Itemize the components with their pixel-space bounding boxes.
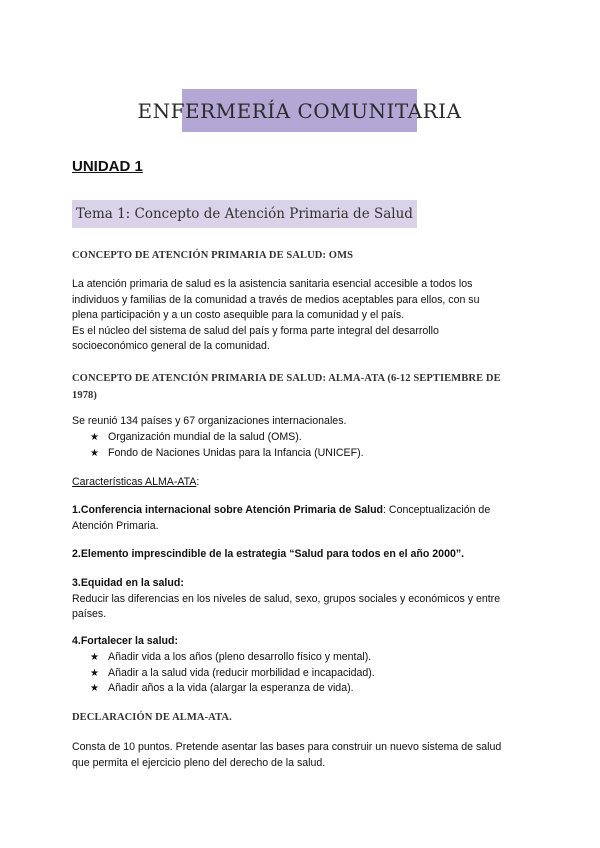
star-bullet-icon: ★ [90, 652, 99, 663]
unit-heading: UNIDAD 1 [72, 158, 143, 175]
text-line: socioeconómico general de la comunidad. [72, 340, 270, 352]
feature-item-4-title: 4.Fortalecer la salud: [72, 635, 178, 647]
star-bullet-icon: ★ [90, 447, 99, 459]
star-bullet-icon: ★ [90, 683, 99, 694]
star-bullet-icon: ★ [90, 667, 99, 679]
list-item: ★ Organización mundial de la salud (OMS). [90, 430, 364, 446]
list-item: ★ Añadir a la salud vida (reducir morbilidad e incapacidad). [90, 666, 375, 682]
organizations-list [90, 430, 364, 461]
section-heading-declaration: DECLARACIÓN DE ALMA-ATA. [72, 712, 232, 723]
section-heading-alma-ata [72, 370, 542, 404]
declaration-paragraph: Consta de 10 puntos. Pretende asentar las bases para construir un nuevo sistema de salud que permita el ejercicio pleno del derecho de la salud. [72, 741, 502, 769]
oms-paragraph [72, 277, 532, 355]
list-item: ★ Añadir años a la vida (alargar la esperanza de vida). [90, 681, 375, 697]
document-title: ENFERMERÍA COMUNITARIA [182, 89, 417, 132]
topic-heading: Tema 1: Concepto de Atención Primaria de Salud [72, 200, 417, 228]
star-bullet-icon: ★ [90, 432, 99, 443]
features-label: Características ALMA-ATA: [72, 476, 200, 488]
text-line: plena participación y a un costo asequible para la comunidad y el país. [72, 309, 405, 321]
strengthen-health-list [90, 650, 375, 697]
alma-intro: Se reunió 134 países y 67 organizaciones internacionales. [72, 415, 347, 427]
list-item: ★ Fondo de Naciones Unidas para la Infancia (UNICEF). [90, 446, 364, 462]
heading-line: 1978) [72, 390, 97, 401]
text-line: La atención primaria de salud es la asistencia sanitaria esencial accesible a todos los [72, 278, 473, 290]
list-item: ★ Añadir vida a los años (pleno desarrollo físico y mental). [90, 650, 375, 666]
section-heading-oms: CONCEPTO DE ATENCIÓN PRIMARIA DE SALUD: OMS [72, 250, 354, 261]
feature-item-1: 1.Conferencia internacional sobre Atención Primaria de Salud: Conceptualización de Atención Primaria. [72, 504, 491, 532]
heading-line: CONCEPTO DE ATENCIÓN PRIMARIA DE SALUD: ALMA-ATA (6-12 SEPTIEMBRE DE [72, 373, 501, 384]
text-line: individuos y familias de la comunidad a través de medios aceptables para ellos, con su [72, 293, 480, 306]
text-line: Es el núcleo del sistema de salud del país y forma parte integral del desarrollo [72, 324, 439, 337]
feature-item-2: 2.Elemento imprescindible de la estrategia “Salud para todos en el año 2000”. [72, 548, 465, 560]
feature-item-3: 3.Equidad en la salud: Reducir las diferencias en los niveles de salud, sexo, grupos sociales y económicos y entre países. [72, 577, 501, 620]
